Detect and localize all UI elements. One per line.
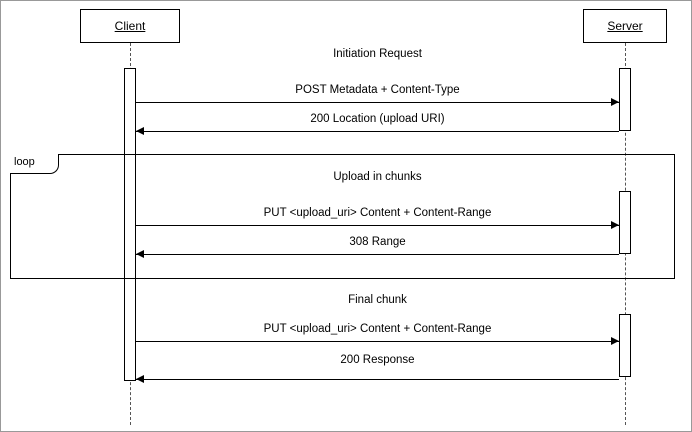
- participant-server-label: Server: [607, 19, 643, 33]
- message-arrow-200-response: [136, 379, 619, 380]
- message-label-put-final: PUT <upload_uri> Content + Content-Range: [263, 323, 492, 335]
- participant-client-label: Client: [114, 19, 146, 33]
- arrow-head-post-metadata: [611, 98, 619, 106]
- arrow-head-put-final: [611, 337, 619, 345]
- message-arrow-308-range: [136, 254, 619, 255]
- arrow-head-200-location: [136, 127, 144, 135]
- fragment-loop-tab: [10, 154, 59, 174]
- arrow-head-put-chunk: [611, 221, 619, 229]
- arrow-head-200-response: [136, 375, 144, 383]
- activation-server-initiation: [619, 68, 631, 131]
- message-arrow-post-metadata: [136, 102, 619, 103]
- message-arrow-put-final: [136, 341, 619, 342]
- message-arrow-put-chunk: [136, 225, 619, 226]
- message-label-post-metadata: POST Metadata + Content-Type: [295, 84, 460, 96]
- fragment-loop-label: loop: [14, 156, 35, 168]
- message-label-final-chunk: Final chunk: [348, 294, 407, 306]
- arrow-head-308-range: [136, 250, 144, 258]
- participant-client[interactable]: [80, 9, 180, 43]
- message-label-200-response: 200 Response: [340, 354, 415, 366]
- message-label-200-location: 200 Location (upload URI): [310, 113, 445, 125]
- message-label-initiation-request: Initiation Request: [333, 48, 422, 60]
- message-label-put-chunk: PUT <upload_uri> Content + Content-Range: [263, 207, 492, 219]
- message-label-308-range: 308 Range: [349, 236, 406, 248]
- participant-server[interactable]: [583, 9, 667, 43]
- activation-server-final: [619, 314, 631, 377]
- message-label-upload-in-chunks: Upload in chunks: [333, 171, 422, 183]
- message-arrow-200-location: [136, 131, 619, 132]
